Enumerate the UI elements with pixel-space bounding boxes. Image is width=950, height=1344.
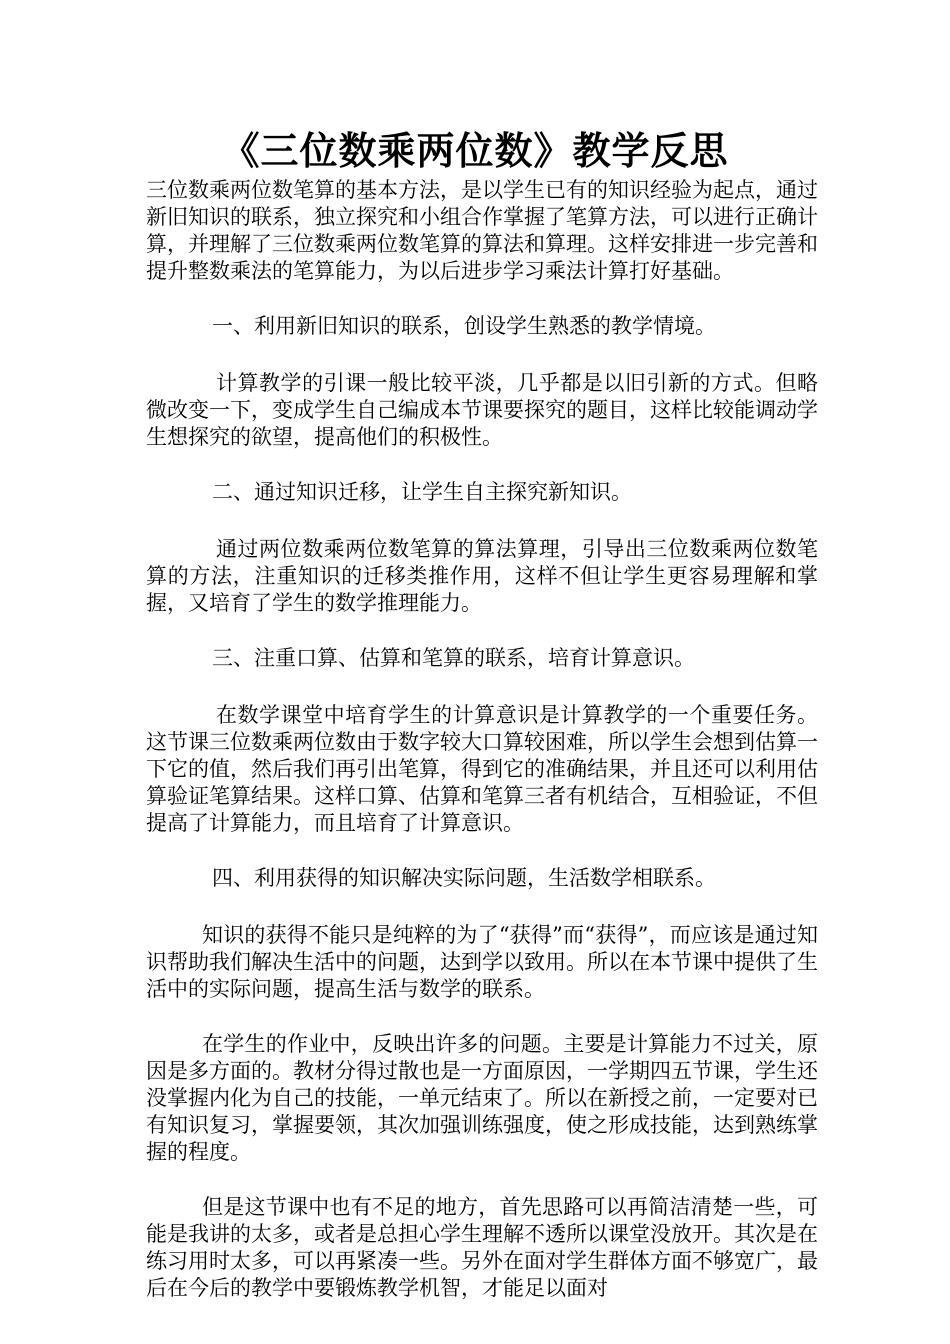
section-heading-4: 四、利用获得的知识解决实际问题，生活数学相联系。 <box>212 866 716 890</box>
section-paragraph-1: 计算教学的引课一般比较平淡，几乎都是以旧引新的方式。但略微改变一下，变成学生自己编成本节课要探究的题目，这样比较能调动学生想探究的欲望，提高他们的积极性。 <box>146 371 818 449</box>
section-paragraph-2: 通过两位数乘两位数笔算的算法算理，引导出三位数乘两位数笔算的方法，注重知识的迁移类推作用，这样不但让学生更容易理解和掌握，又培育了学生的数学推理能力。 <box>146 537 818 615</box>
section-heading-2: 二、通过知识迁移，让学生自主探究新知识。 <box>212 480 632 504</box>
document-body <box>146 177 818 1330</box>
section-heading-3: 三、注重口算、估算和笔算的联系，培育计算意识。 <box>212 646 695 670</box>
section-heading-1: 一、利用新旧知识的联系，创设学生熟悉的教学情境。 <box>212 314 716 338</box>
document-title: 《三位数乘两位数》教学反思 <box>221 128 729 173</box>
intro-paragraph: 三位数乘两位数笔算的基本方法，是以学生已有的知识经验为起点，通过新旧知识的联系，独立探究和小组合作掌握了笔算方法，可以进行正确计算，并理解了三位数乘两位数笔算的算法和算理。这样安排进一步完善和提升整数乘法的笔算能力，为以后进步学习乘法计算打好基础。 <box>146 178 818 283</box>
section-paragraph-4: 知识的获得不能只是纯粹的为了“获得”而“获得”，而应该是通过知识帮助我们解决生活中的问题，达到学以致用。所以在本节课中提供了生活中的实际问题，提高生活与数学的联系。 <box>146 923 818 1001</box>
section-paragraph-6: 但是这节课中也有不足的地方，首先思路可以再简洁清楚一些，可能是我讲的太多，或者是总担心学生理解不透所以课堂没放开。其次是在练习用时太多，可以再紧凑一些。另外在面对学生群体方面不够宽广，最后在今后的教学中要锻炼教学机智，才能足以面对 <box>146 1195 818 1300</box>
section-paragraph-3: 在数学课堂中培育学生的计算意识是计算教学的一个重要任务。这节课三位数乘两位数由于数字较大口算较困难，所以学生会想到估算一下它的值，然后我们再引出笔算，得到它的准确结果，并且还可以利用估算验证笔算结果。这样口算、估算和笔算三者有机结合，互相验证，不但提高了计算能力，而且培育了计算意识。 <box>146 703 818 835</box>
section-paragraph-5: 在学生的作业中，反映出许多的问题。主要是计算能力不过关，原因是多方面的。教材分得过散也是一方面原因，一学期四五节课，学生还没掌握内化为自己的技能，一单元结束了。所以在新授之前，一定要对已有知识复习，掌握要领，其次加强训练强度，使之形成技能，达到熟练掌握的程度。 <box>146 1032 818 1164</box>
